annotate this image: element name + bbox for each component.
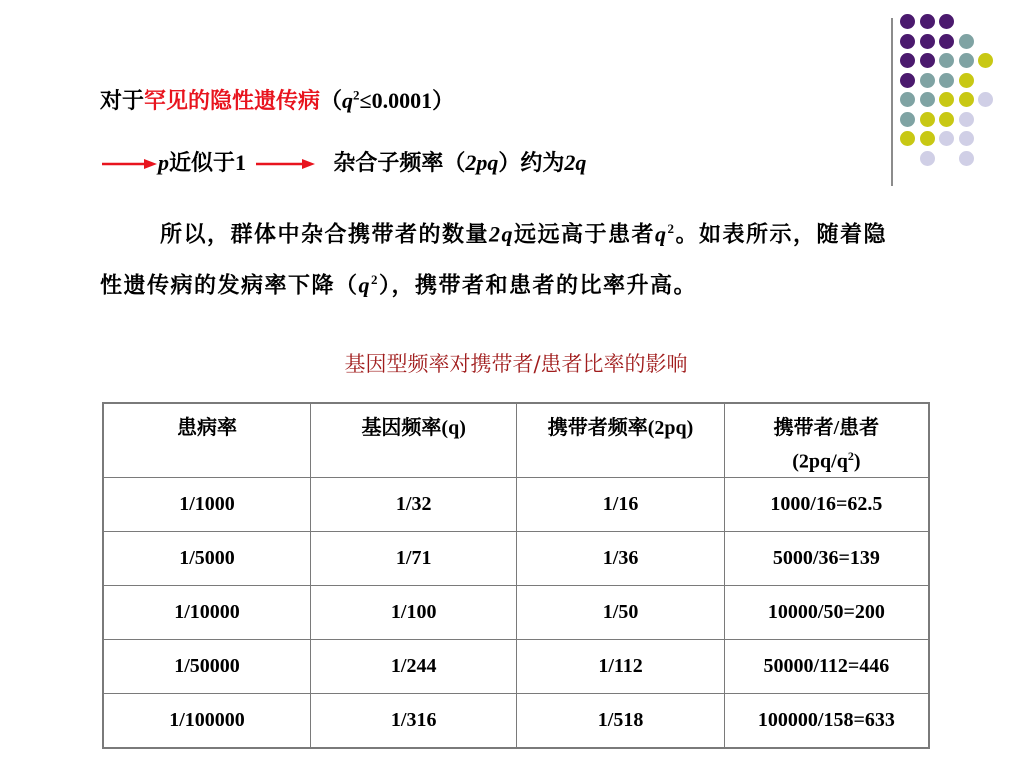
two-pq-coef: 2 xyxy=(465,150,477,175)
paragraph-part1: 所以，群体中杂合携带者的数量 xyxy=(160,221,490,248)
decorative-dot xyxy=(920,92,935,107)
decorative-dot xyxy=(900,53,915,68)
two-q-coef: 2 xyxy=(564,150,576,175)
decorative-dot xyxy=(959,34,974,49)
table-cell: 1/112 xyxy=(517,639,724,693)
header-ratio-line1: 携带者/患者 xyxy=(773,417,880,439)
table-cell: 1/100000 xyxy=(103,693,310,748)
decorative-dot xyxy=(939,131,954,146)
table-cell: 1/50 xyxy=(517,585,724,639)
decorative-dot xyxy=(900,92,915,107)
header-carrier-patient-ratio xyxy=(724,403,929,477)
table-cell: 1/100 xyxy=(310,585,516,639)
line1-open-paren: （ xyxy=(320,88,343,114)
pq-var: pq xyxy=(476,150,499,175)
table-title: 基因型频率对携带者/患者比率的影响 xyxy=(344,352,688,376)
decorative-dot xyxy=(978,53,993,68)
line1-condition: ≤0.0001 xyxy=(359,88,433,113)
line1-exponent: 2 xyxy=(353,87,360,103)
table-cell: 1/316 xyxy=(310,693,516,748)
paragraph-exp2: 2 xyxy=(371,272,380,288)
line1-q-var: q xyxy=(342,88,354,113)
header-carrier-frequency: 携带者频率(2pq) xyxy=(517,403,724,477)
about-label: ）约为 xyxy=(498,150,565,176)
decorative-dot xyxy=(920,14,935,29)
decorative-dot xyxy=(939,112,954,127)
table-cell: 100000/158=633 xyxy=(724,693,929,748)
approximation-line xyxy=(100,146,586,177)
decorative-dot xyxy=(920,112,935,127)
decorative-dot xyxy=(939,14,954,29)
decorative-dot xyxy=(900,131,915,146)
table-cell: 1/16 xyxy=(517,477,724,531)
decorative-dot xyxy=(959,73,974,88)
table-cell: 1/36 xyxy=(517,531,724,585)
decorative-dot xyxy=(920,73,935,88)
paragraph-two: 2 xyxy=(489,221,502,247)
paragraph-q: q xyxy=(501,221,515,247)
paragraph-part4: ），携带者和患者的比率升高。 xyxy=(379,272,698,299)
decorative-dot xyxy=(900,14,915,29)
p-var: p xyxy=(158,150,169,175)
table-row xyxy=(103,531,929,585)
rare-disease-condition-line xyxy=(100,84,454,115)
decorative-dot xyxy=(978,92,993,107)
table-cell: 50000/112=446 xyxy=(724,639,929,693)
table-row xyxy=(103,693,929,748)
approx-one: 1 xyxy=(235,150,247,175)
header-ratio-line2b: ) xyxy=(853,450,861,473)
table-header-row xyxy=(103,403,929,477)
line1-prefix: 对于 xyxy=(100,88,145,114)
table-cell: 1/1000 xyxy=(103,477,310,531)
approx-label: 近似于 xyxy=(169,150,236,176)
table-row xyxy=(103,477,929,531)
table-cell: 1/71 xyxy=(310,531,516,585)
decorative-dot xyxy=(920,53,935,68)
table-row xyxy=(103,639,929,693)
paragraph-exp: 2 xyxy=(667,221,676,236)
decorative-dot xyxy=(959,53,974,68)
header-ratio-sup: 2 xyxy=(847,449,854,463)
header-ratio-line2a: (2pq/q xyxy=(792,450,848,473)
table-cell: 1/244 xyxy=(310,639,516,693)
decorative-dot xyxy=(939,73,954,88)
decorative-divider-line xyxy=(891,18,893,186)
table-cell: 1/32 xyxy=(310,477,516,531)
decorative-dot xyxy=(920,34,935,49)
right-arrow-icon xyxy=(100,157,158,171)
decorative-dot xyxy=(939,53,954,68)
decorative-dot-grid xyxy=(900,14,1010,164)
decorative-dot xyxy=(959,131,974,146)
right-arrow-icon-2 xyxy=(254,157,316,171)
hetero-label: 杂合子频率（ xyxy=(333,150,466,176)
table-cell: 1/518 xyxy=(517,693,724,748)
table-row xyxy=(103,585,929,639)
decorative-dot xyxy=(920,131,935,146)
two-q-var: q xyxy=(575,150,587,175)
decorative-dot xyxy=(900,34,915,49)
decorative-dot xyxy=(959,112,974,127)
paragraph-part2: 远远高于患者 xyxy=(514,221,656,248)
explanation-paragraph xyxy=(100,206,908,309)
decorative-dot xyxy=(959,151,974,166)
decorative-dot xyxy=(959,92,974,107)
line1-close-paren: ） xyxy=(432,88,455,114)
table-cell: 1/50000 xyxy=(103,639,310,693)
table-cell: 1/10000 xyxy=(103,585,310,639)
decorative-dot xyxy=(900,73,915,88)
paragraph-q2: q xyxy=(655,221,668,247)
decorative-dot xyxy=(900,112,915,127)
decorative-dot xyxy=(939,92,954,107)
paragraph-q3: q xyxy=(358,272,372,298)
decorative-dot xyxy=(920,151,935,166)
table-cell: 5000/36=139 xyxy=(724,531,929,585)
decorative-dot xyxy=(939,34,954,49)
line1-highlight: 罕见的隐性遗传病 xyxy=(144,88,321,114)
table-cell: 1000/16=62.5 xyxy=(724,477,929,531)
header-gene-frequency: 基因频率(q) xyxy=(310,403,516,477)
table-cell: 1/5000 xyxy=(103,531,310,585)
paragraph-part3: 。如表所示，随着隐性遗传病的发病率下降（ xyxy=(100,221,888,299)
table-cell: 10000/50=200 xyxy=(724,585,929,639)
header-prevalence: 患病率 xyxy=(103,403,310,477)
genotype-frequency-table xyxy=(102,402,930,749)
